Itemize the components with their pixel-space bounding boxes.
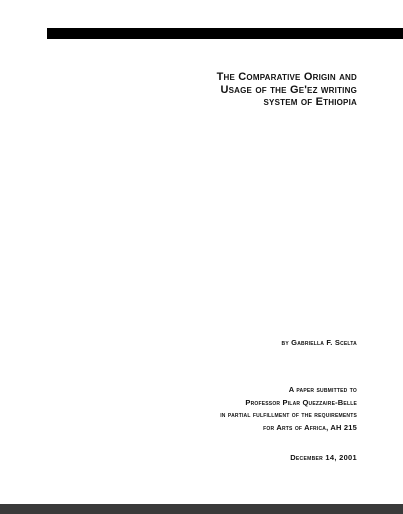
top-rule (47, 28, 403, 39)
submission-statement (37, 384, 357, 434)
title-line-3: system of Ethiopia (263, 96, 357, 108)
submission-line-3: in partial fulfillment of the requirements (220, 410, 357, 419)
bottom-bar (0, 504, 403, 514)
author-line: by Gabriella F. Scelta (281, 338, 357, 347)
title-line-1: The Comparative Origin and (216, 71, 357, 83)
submission-line-1: A paper submitted to (288, 385, 357, 394)
submission-line-2: Professor Pilar Quezzaire-Belle (245, 397, 357, 407)
submission-date: December 14, 2001 (290, 453, 357, 462)
title-line-2: Usage of the Ge'ez writing (220, 83, 357, 96)
submission-line-4: for Arts of Africa, AH 215 (263, 422, 357, 432)
document-title (57, 71, 357, 109)
